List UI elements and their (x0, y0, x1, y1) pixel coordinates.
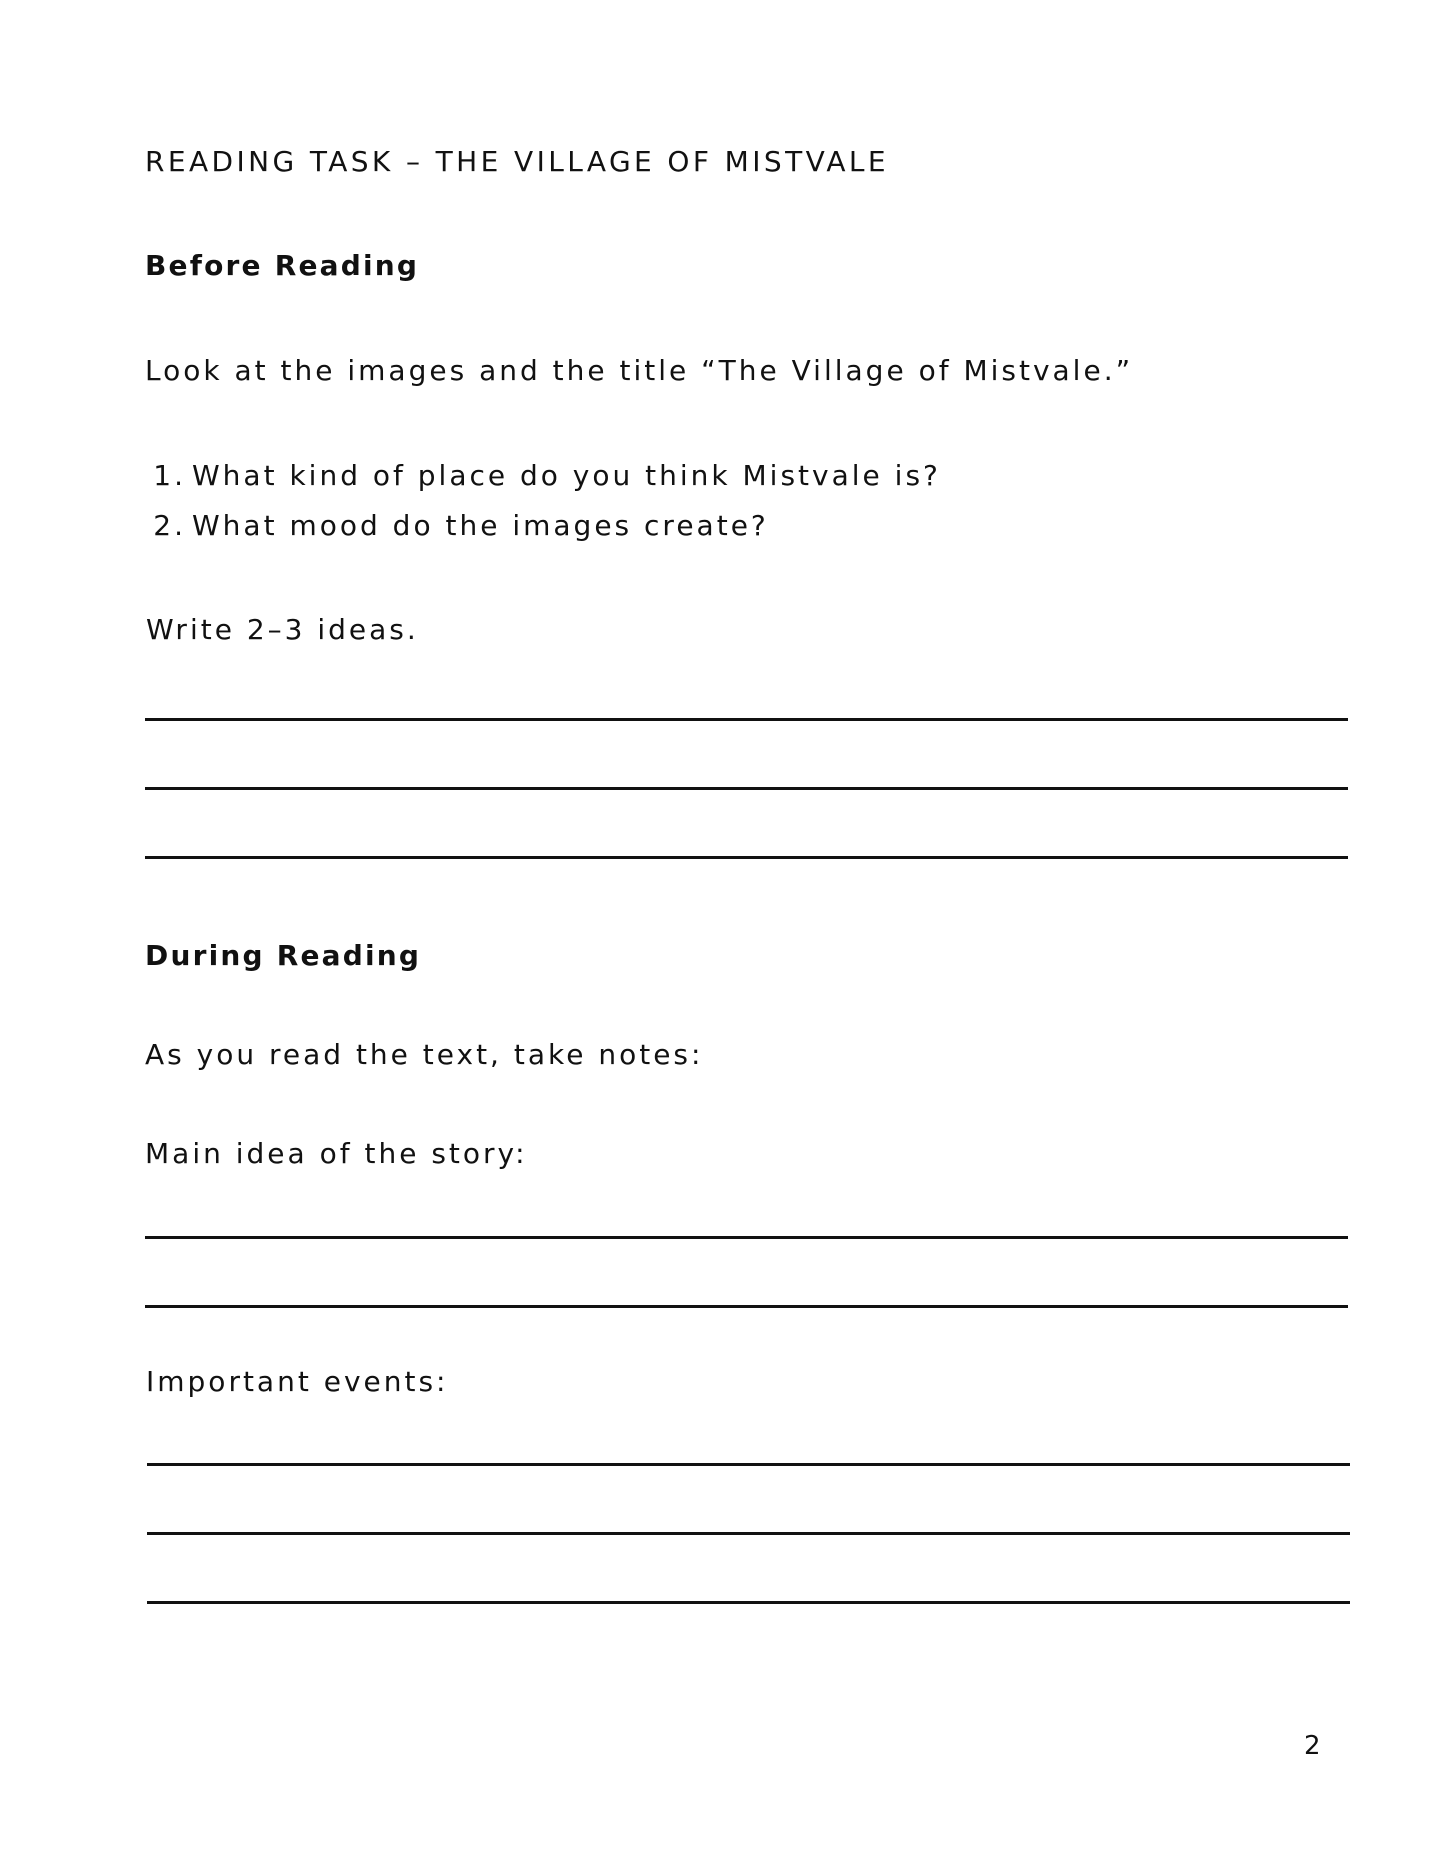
answer-line[interactable] (145, 1236, 1348, 1239)
answer-line[interactable] (145, 787, 1348, 790)
question-number: 1. (153, 459, 186, 492)
answer-line[interactable] (145, 1305, 1348, 1308)
during-reading-heading: During Reading (145, 939, 422, 972)
page-number: 2 (1304, 1731, 1321, 1761)
answer-line[interactable] (145, 856, 1348, 859)
answer-line[interactable] (147, 1601, 1350, 1604)
answer-line[interactable] (147, 1463, 1350, 1466)
during-reading-intro: As you read the text, take notes: (145, 1038, 704, 1071)
before-reading-instruction: Write 2–3 ideas. (146, 613, 419, 646)
question-text: What mood do the images create? (192, 509, 769, 542)
question-number: 2. (153, 509, 186, 542)
answer-line[interactable] (145, 718, 1348, 721)
answer-line[interactable] (147, 1532, 1350, 1535)
before-reading-intro: Look at the images and the title “The Village of Mistvale.” (145, 354, 1134, 387)
question-text: What kind of place do you think Mistvale is? (192, 459, 941, 492)
before-reading-heading: Before Reading (145, 249, 420, 282)
worksheet-title: READING TASK – THE VILLAGE OF MISTVALE (145, 145, 889, 178)
events-label: Important events: (146, 1365, 449, 1398)
main-idea-label: Main idea of the story: (145, 1137, 528, 1170)
